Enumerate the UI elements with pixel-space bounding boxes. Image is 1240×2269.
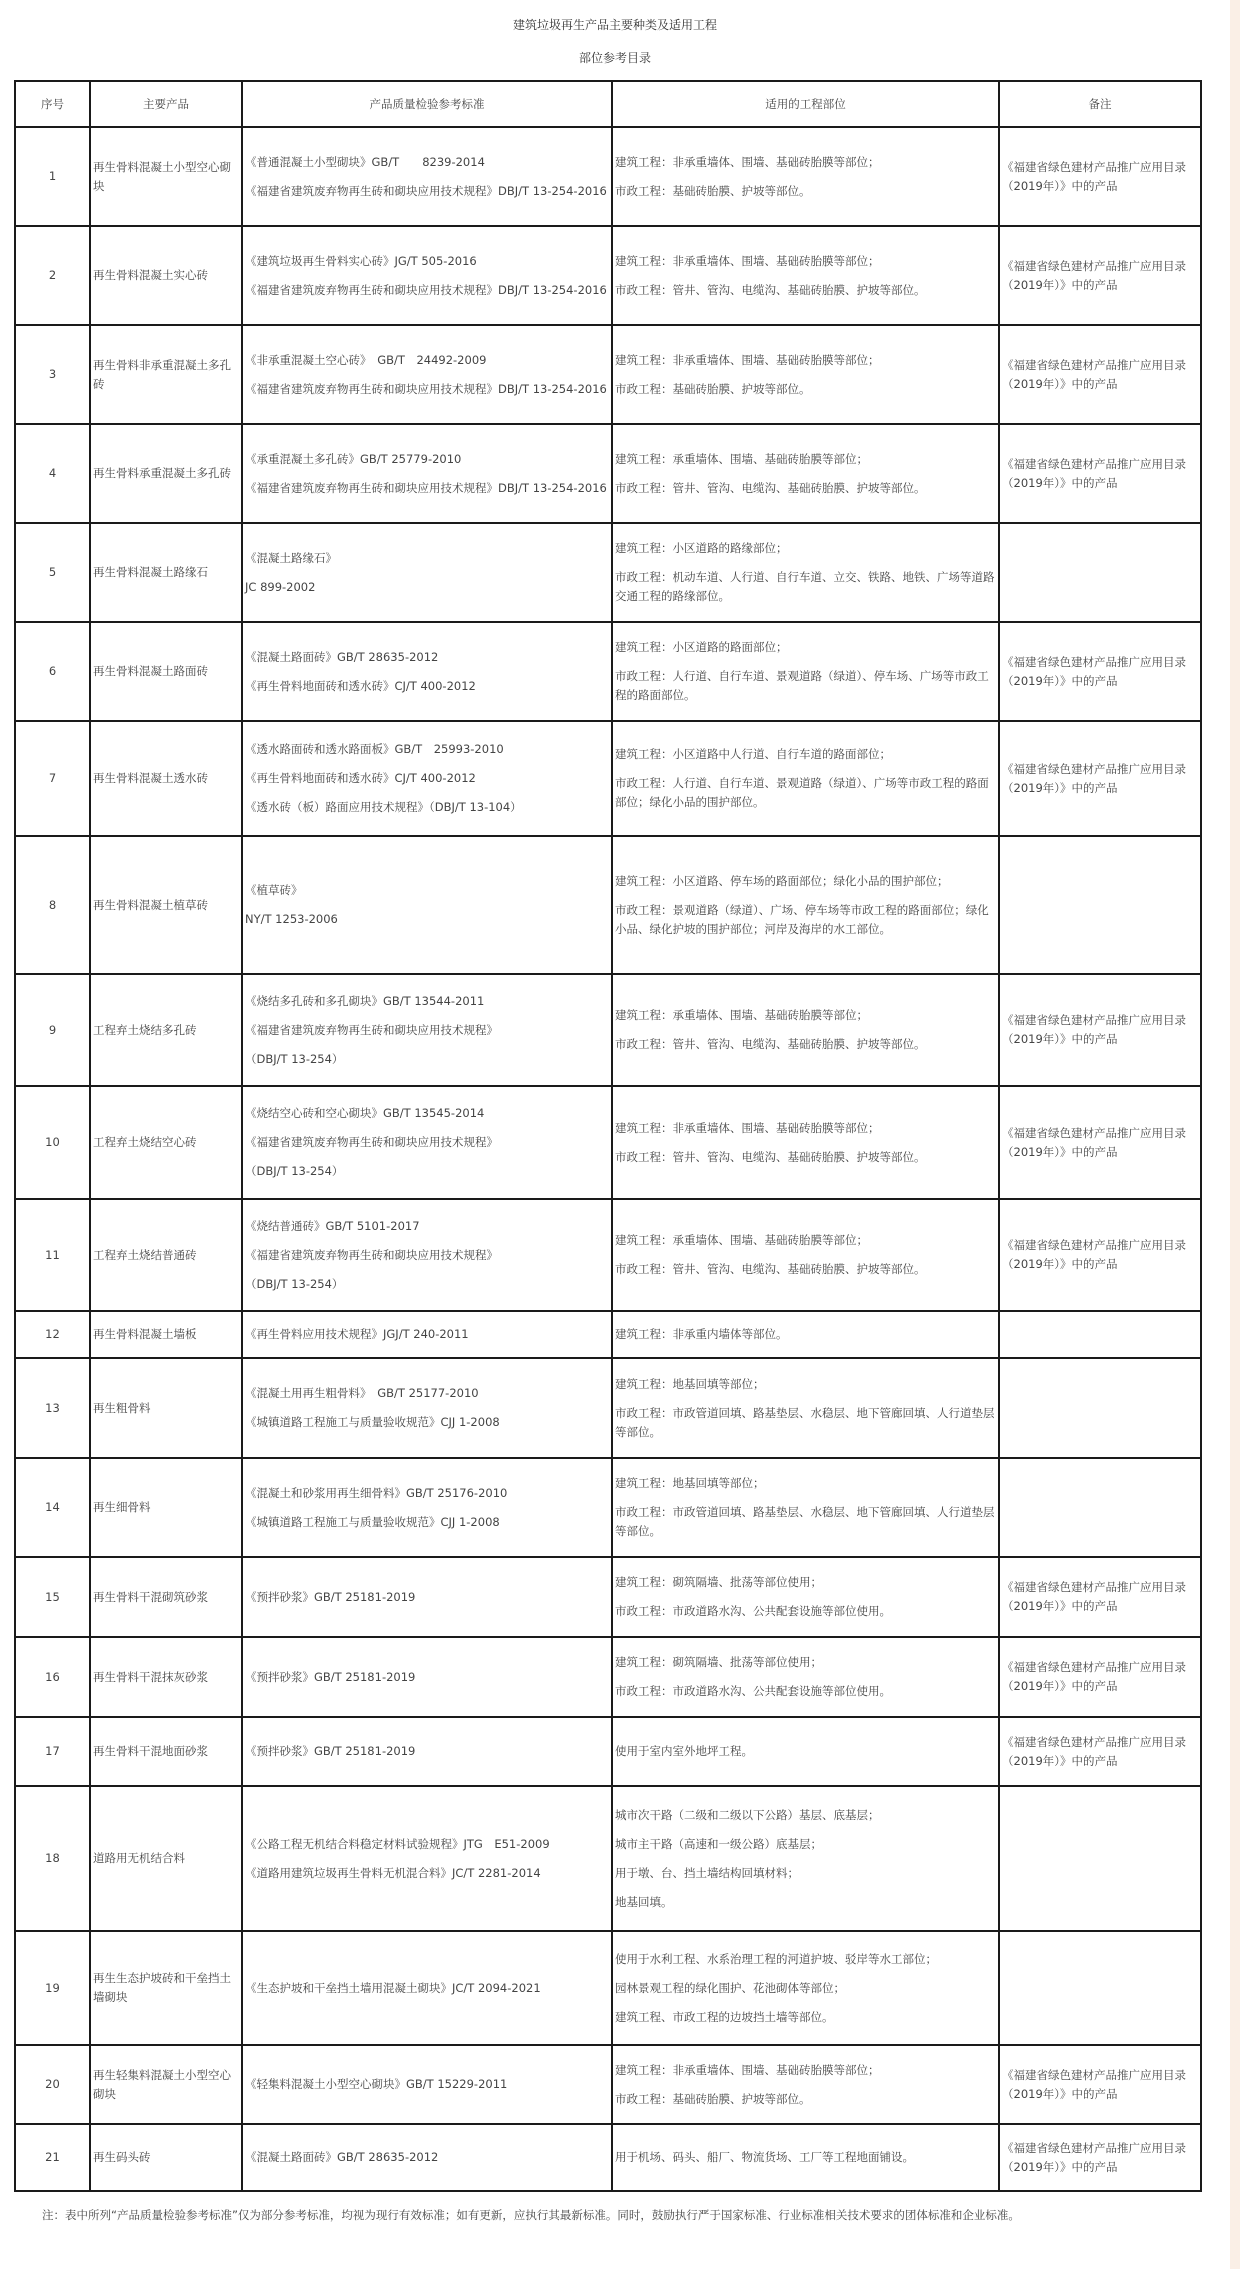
cell-standards bbox=[242, 523, 612, 622]
header-product: 主要产品 bbox=[90, 81, 242, 127]
cell-note: 《福建省绿色建材产品推广应用目录（2019年）》中的产品 bbox=[999, 424, 1201, 523]
standard-line: 《福建省建筑废弃物再生砖和砌块应用技术规程》DBJ/T 13-254-2016 bbox=[245, 381, 607, 396]
standard-line: JC 899-2002 bbox=[245, 579, 316, 594]
application-line: 市政工程：基础砖胎膜、护坡等部位。 bbox=[615, 183, 811, 198]
cell-product: 再生骨料干混地面砂浆 bbox=[90, 1717, 242, 1786]
application-line: 建筑工程：非承重墙体、围墙、基础砖胎膜等部位； bbox=[615, 352, 880, 367]
cell-note: 《福建省绿色建材产品推广应用目录（2019年）》中的产品 bbox=[999, 1717, 1201, 1786]
cell-application-parts bbox=[612, 1199, 999, 1311]
table-row bbox=[15, 1086, 1201, 1199]
cell-standards bbox=[242, 1786, 612, 1931]
cell-note: 《福建省绿色建材产品推广应用目录（2019年）》中的产品 bbox=[999, 1199, 1201, 1311]
application-line: 市政工程：机动车道、人行道、自行车道、立交、铁路、地铁、广场等道路交通工程的路缘部位。 bbox=[615, 570, 995, 603]
table-row bbox=[15, 325, 1201, 424]
standard-line: 《福建省建筑废弃物再生砖和砌块应用技术规程》DBJ/T 13-254-2016 bbox=[245, 480, 607, 495]
cell-product: 再生骨料混凝土小型空心砌块 bbox=[90, 127, 242, 226]
cell-application-parts bbox=[612, 2045, 999, 2124]
cell-no: 2 bbox=[15, 226, 90, 325]
standard-line: 《公路工程无机结合料稳定材料试验规程》JTG E51-2009 bbox=[245, 1836, 550, 1851]
table-row bbox=[15, 2045, 1201, 2124]
table-row bbox=[15, 721, 1201, 836]
cell-note bbox=[999, 1786, 1201, 1931]
table-row bbox=[15, 1717, 1201, 1786]
application-line: 市政工程：人行道、自行车道、景观道路（绿道）、广场等市政工程的路面部位；绿化小品的围护部位。 bbox=[615, 776, 989, 809]
standard-line: 《再生骨料地面砖和透水砖》CJ/T 400-2012 bbox=[245, 771, 476, 785]
cell-application-parts bbox=[612, 974, 999, 1086]
cell-application-parts bbox=[612, 1931, 999, 2045]
cell-application-parts bbox=[612, 622, 999, 721]
standard-line: 《福建省建筑废弃物再生砖和砌块应用技术规程》 bbox=[245, 1022, 498, 1037]
cell-note: 《福建省绿色建材产品推广应用目录（2019年）》中的产品 bbox=[999, 974, 1201, 1086]
product-catalog-table bbox=[14, 80, 1202, 2192]
application-line: 建筑工程：非承重墙体、围墙、基础砖胎膜等部位； bbox=[615, 154, 880, 169]
cell-product: 再生骨料非承重混凝土多孔砖 bbox=[90, 325, 242, 424]
cell-application-parts bbox=[612, 523, 999, 622]
table-row bbox=[15, 523, 1201, 622]
table-row bbox=[15, 836, 1201, 974]
application-line: 城市主干路（高速和一级公路）底基层； bbox=[615, 1836, 822, 1851]
standard-line: 《混凝土路缘石》 bbox=[245, 550, 337, 565]
header-application: 适用的工程部位 bbox=[612, 81, 999, 127]
page-side-strip bbox=[1230, 0, 1240, 2269]
cell-note: 《福建省绿色建材产品推广应用目录（2019年）》中的产品 bbox=[999, 622, 1201, 721]
cell-standards bbox=[242, 424, 612, 523]
standard-line: 《非承重混凝土空心砖》 GB/T 24492-2009 bbox=[245, 352, 487, 367]
cell-note bbox=[999, 836, 1201, 974]
standard-line: 《植草砖》 bbox=[245, 883, 303, 897]
header-standard: 产品质量检验参考标准 bbox=[242, 81, 612, 127]
table-row bbox=[15, 1786, 1201, 1931]
table-header-row bbox=[15, 81, 1201, 127]
application-line: 使用于水利工程、水系治理工程的河道护坡、驳岸等水工部位； bbox=[615, 1951, 937, 1966]
cell-application-parts bbox=[612, 1717, 999, 1786]
cell-product: 再生轻集料混凝土小型空心砌块 bbox=[90, 2045, 242, 2124]
cell-note: 《福建省绿色建材产品推广应用目录（2019年）》中的产品 bbox=[999, 325, 1201, 424]
application-line: 用于墩、台、挡土墙结构回填材料； bbox=[615, 1865, 799, 1880]
cell-no: 13 bbox=[15, 1358, 90, 1458]
cell-application-parts bbox=[612, 2124, 999, 2191]
standard-line: 《轻集料混凝土小型空心砌块》GB/T 15229-2011 bbox=[245, 2077, 508, 2091]
cell-no: 9 bbox=[15, 974, 90, 1086]
table-row bbox=[15, 1199, 1201, 1311]
application-line: 市政工程：基础砖胎膜、护坡等部位。 bbox=[615, 2091, 811, 2106]
cell-application-parts bbox=[612, 1358, 999, 1458]
cell-product: 再生骨料干混砌筑砂浆 bbox=[90, 1557, 242, 1637]
standard-line: 《透水砖（板）路面应用技术规程》（DBJ/T 13-104） bbox=[245, 800, 522, 814]
cell-application-parts bbox=[612, 1786, 999, 1931]
application-line: 市政工程：市政管道回填、路基垫层、水稳层、地下管廊回填、人行道垫层等部位。 bbox=[615, 1505, 995, 1538]
cell-product: 再生骨料混凝土透水砖 bbox=[90, 721, 242, 836]
application-line: 市政工程：管井、管沟、电缆沟、基础砖胎膜、护坡等部位。 bbox=[615, 1149, 926, 1164]
cell-standards bbox=[242, 127, 612, 226]
document-subtitle: 部位参考目录 bbox=[578, 51, 651, 65]
application-line: 建筑工程：砌筑隔墙、批荡等部位使用； bbox=[615, 1655, 822, 1669]
application-line: 建筑工程：非承重墙体、围墙、基础砖胎膜等部位； bbox=[615, 253, 880, 268]
cell-product: 再生骨料混凝土路面砖 bbox=[90, 622, 242, 721]
table-row bbox=[15, 1458, 1201, 1557]
table-row bbox=[15, 1931, 1201, 2045]
standard-line: 《烧结多孔砖和多孔砌块》GB/T 13544-2011 bbox=[245, 993, 485, 1008]
standard-line: 《福建省建筑废弃物再生砖和砌块应用技术规程》 bbox=[245, 1135, 498, 1149]
application-line: 建筑工程：非承重内墙体等部位。 bbox=[615, 1327, 788, 1341]
application-line: 建筑工程：承重墙体、围墙、基础砖胎膜等部位； bbox=[615, 451, 868, 466]
cell-product: 再生粗骨料 bbox=[90, 1358, 242, 1458]
application-line: 市政工程：市政道路水沟、公共配套设施等部位使用。 bbox=[615, 1604, 891, 1618]
cell-standards bbox=[242, 1086, 612, 1199]
standard-line: 《预拌砂浆》GB/T 25181-2019 bbox=[245, 1669, 416, 1684]
standard-line: 《透水路面砖和透水路面板》GB/T 25993-2010 bbox=[245, 742, 504, 756]
standard-line: 《预拌砂浆》GB/T 25181-2019 bbox=[245, 1589, 416, 1604]
application-line: 建筑工程：小区道路中人行道、自行车道的路面部位； bbox=[615, 747, 891, 761]
header-no: 序号 bbox=[15, 81, 90, 127]
cell-no: 14 bbox=[15, 1458, 90, 1557]
cell-standards bbox=[242, 1931, 612, 2045]
cell-no: 6 bbox=[15, 622, 90, 721]
cell-application-parts bbox=[612, 1458, 999, 1557]
document-title: 建筑垃圾再生产品主要种类及适用工程 bbox=[512, 18, 717, 32]
application-line: 建筑工程：承重墙体、围墙、基础砖胎膜等部位； bbox=[615, 1233, 868, 1247]
footnote: 注：表中所列“产品质量检验参考标准”仅为部分参考标准，均视为现行有效标准；如有更新，应执行其最新标准。同时，鼓励执行严于国家标准、行业标准相关技术要求的团体标准和企业标准。 bbox=[42, 2208, 1020, 2222]
standard-line: 《混凝土和砂浆用再生细骨料》GB/T 25176-2010 bbox=[245, 1485, 508, 1500]
cell-standards bbox=[242, 1458, 612, 1557]
standard-line: 《混凝土用再生粗骨料》 GB/T 25177-2010 bbox=[245, 1386, 479, 1400]
application-line: 建筑工程：非承重墙体、围墙、基础砖胎膜等部位； bbox=[615, 2062, 880, 2077]
cell-product: 工程弃土烧结普通砖 bbox=[90, 1199, 242, 1311]
cell-note: 《福建省绿色建材产品推广应用目录（2019年）》中的产品 bbox=[999, 1637, 1201, 1717]
cell-product: 再生骨料干混抹灰砂浆 bbox=[90, 1637, 242, 1717]
cell-note bbox=[999, 1931, 1201, 2045]
application-line: 建筑工程：地基回填等部位； bbox=[615, 1476, 765, 1490]
table-row bbox=[15, 974, 1201, 1086]
cell-product: 再生码头砖 bbox=[90, 2124, 242, 2191]
cell-application-parts bbox=[612, 1637, 999, 1717]
cell-no: 18 bbox=[15, 1786, 90, 1931]
application-line: 建筑工程：地基回填等部位； bbox=[615, 1376, 765, 1391]
cell-no: 8 bbox=[15, 836, 90, 974]
cell-standards bbox=[242, 1358, 612, 1458]
cell-standards bbox=[242, 622, 612, 721]
cell-note: 《福建省绿色建材产品推广应用目录（2019年）》中的产品 bbox=[999, 2124, 1201, 2191]
cell-note: 《福建省绿色建材产品推广应用目录（2019年）》中的产品 bbox=[999, 226, 1201, 325]
cell-product: 再生骨料混凝土植草砖 bbox=[90, 836, 242, 974]
cell-note: 《福建省绿色建材产品推广应用目录（2019年）》中的产品 bbox=[999, 721, 1201, 836]
cell-application-parts bbox=[612, 325, 999, 424]
application-line: 建筑工程：小区道路、停车场的路面部位；绿化小品的围护部位； bbox=[615, 873, 949, 888]
standard-line: （DBJ/T 13-254） bbox=[245, 1164, 344, 1178]
cell-product: 工程弃土烧结空心砖 bbox=[90, 1086, 242, 1199]
application-line: 使用于室内室外地坪工程。 bbox=[615, 1744, 753, 1758]
standard-line: NY/T 1253-2006 bbox=[245, 912, 338, 926]
cell-no: 7 bbox=[15, 721, 90, 836]
application-line: 市政工程：管井、管沟、电缆沟、基础砖胎膜、护坡等部位。 bbox=[615, 480, 926, 495]
table-row bbox=[15, 424, 1201, 523]
cell-no: 10 bbox=[15, 1086, 90, 1199]
cell-no: 5 bbox=[15, 523, 90, 622]
standard-line: 《城镇道路工程施工与质量验收规范》CJJ 1-2008 bbox=[245, 1415, 500, 1429]
table-row bbox=[15, 1311, 1201, 1358]
cell-no: 3 bbox=[15, 325, 90, 424]
cell-application-parts bbox=[612, 424, 999, 523]
cell-note: 《福建省绿色建材产品推广应用目录（2019年）》中的产品 bbox=[999, 127, 1201, 226]
application-line: 市政工程：市政道路水沟、公共配套设施等部位使用。 bbox=[615, 1684, 891, 1698]
cell-application-parts bbox=[612, 127, 999, 226]
standard-line: 《福建省建筑废弃物再生砖和砌块应用技术规程》DBJ/T 13-254-2016 bbox=[245, 282, 607, 297]
standard-line: 《预拌砂浆》GB/T 25181-2019 bbox=[245, 1744, 416, 1758]
cell-no: 19 bbox=[15, 1931, 90, 2045]
application-line: 建筑工程：非承重墙体、围墙、基础砖胎膜等部位； bbox=[615, 1120, 880, 1135]
cell-no: 1 bbox=[15, 127, 90, 226]
header-note: 备注 bbox=[999, 81, 1201, 127]
standard-line: 《混凝土路面砖》GB/T 28635-2012 bbox=[245, 2150, 439, 2164]
table-row bbox=[15, 2124, 1201, 2191]
standard-line: 《承重混凝土多孔砖》GB/T 25779-2010 bbox=[245, 451, 462, 466]
cell-application-parts bbox=[612, 1311, 999, 1358]
cell-application-parts bbox=[612, 836, 999, 974]
cell-application-parts bbox=[612, 226, 999, 325]
cell-no: 15 bbox=[15, 1557, 90, 1637]
cell-note: 《福建省绿色建材产品推广应用目录（2019年）》中的产品 bbox=[999, 1086, 1201, 1199]
cell-product: 再生细骨料 bbox=[90, 1458, 242, 1557]
cell-product: 再生骨料混凝土实心砖 bbox=[90, 226, 242, 325]
standard-line: 《烧结普通砖》GB/T 5101-2017 bbox=[245, 1218, 420, 1233]
cell-application-parts bbox=[612, 1086, 999, 1199]
standard-line: 《混凝土路面砖》GB/T 28635-2012 bbox=[245, 649, 439, 664]
standard-line: 《城镇道路工程施工与质量验收规范》CJJ 1-2008 bbox=[245, 1514, 500, 1529]
application-line: 市政工程：管井、管沟、电缆沟、基础砖胎膜、护坡等部位。 bbox=[615, 282, 926, 297]
application-line: 建筑工程：承重墙体、围墙、基础砖胎膜等部位； bbox=[615, 1008, 868, 1022]
table-row bbox=[15, 127, 1201, 226]
application-line: 建筑工程：砌筑隔墙、批荡等部位使用； bbox=[615, 1575, 822, 1589]
standard-line: 《生态护坡和干垒挡土墙用混凝土砌块》JC/T 2094-2021 bbox=[245, 1980, 541, 1995]
cell-application-parts bbox=[612, 721, 999, 836]
cell-no: 21 bbox=[15, 2124, 90, 2191]
cell-standards bbox=[242, 2045, 612, 2124]
application-line: 建筑工程：小区道路的路面部位； bbox=[615, 640, 788, 654]
table-row bbox=[15, 226, 1201, 325]
standard-line: 《普通混凝土小型砌块》GB/T 8239-2014 bbox=[245, 154, 485, 169]
cell-note bbox=[999, 1311, 1201, 1358]
cell-no: 16 bbox=[15, 1637, 90, 1717]
cell-standards bbox=[242, 721, 612, 836]
application-line: 市政工程：市政管道回填、路基垫层、水稳层、地下管廊回填、人行道垫层等部位。 bbox=[615, 1405, 995, 1439]
standard-line: 《道路用建筑垃圾再生骨料无机混合料》JC/T 2281-2014 bbox=[245, 1865, 541, 1880]
application-line: 建筑工程：小区道路的路缘部位； bbox=[615, 541, 788, 555]
cell-standards bbox=[242, 1311, 612, 1358]
table-body bbox=[15, 127, 1201, 2191]
standard-line: 《烧结空心砖和空心砌块》GB/T 13545-2014 bbox=[245, 1106, 485, 1120]
cell-no: 20 bbox=[15, 2045, 90, 2124]
cell-no: 17 bbox=[15, 1717, 90, 1786]
cell-no: 12 bbox=[15, 1311, 90, 1358]
application-line: 建筑工程、市政工程的边坡挡土墙等部位。 bbox=[615, 2009, 834, 2024]
table-row bbox=[15, 622, 1201, 721]
application-line: 园林景观工程的绿化围护、花池砌体等部位； bbox=[615, 1980, 845, 1995]
cell-product: 道路用无机结合料 bbox=[90, 1786, 242, 1931]
cell-standards bbox=[242, 1717, 612, 1786]
standard-line: 《再生骨料地面砖和透水砖》CJ/T 400-2012 bbox=[245, 678, 476, 693]
cell-product: 再生骨料混凝土墙板 bbox=[90, 1311, 242, 1358]
application-line: 市政工程：基础砖胎膜、护坡等部位。 bbox=[615, 381, 811, 396]
cell-standards bbox=[242, 836, 612, 974]
cell-standards bbox=[242, 2124, 612, 2191]
table-row bbox=[15, 1637, 1201, 1717]
application-line: 市政工程：景观道路（绿道）、广场、停车场等市政工程的路面部位；绿化小品、绿化护坡的围护部位；河岸及海岸的水工部位。 bbox=[615, 902, 989, 936]
application-line: 市政工程：人行道、自行车道、景观道路（绿道）、停车场、广场等市政工程的路面部位。 bbox=[615, 669, 989, 702]
standard-line: 《建筑垃圾再生骨料实心砖》JG/T 505-2016 bbox=[245, 253, 477, 268]
cell-standards bbox=[242, 325, 612, 424]
cell-standards bbox=[242, 226, 612, 325]
cell-note: 《福建省绿色建材产品推广应用目录（2019年）》中的产品 bbox=[999, 2045, 1201, 2124]
cell-note bbox=[999, 1458, 1201, 1557]
application-line: 城市次干路（二级和二级以下公路）基层、底基层； bbox=[615, 1807, 880, 1822]
application-line: 地基回填。 bbox=[615, 1894, 673, 1909]
cell-note: 《福建省绿色建材产品推广应用目录（2019年）》中的产品 bbox=[999, 1557, 1201, 1637]
cell-standards bbox=[242, 1557, 612, 1637]
standard-line: （DBJ/T 13-254） bbox=[245, 1276, 344, 1291]
cell-standards bbox=[242, 974, 612, 1086]
cell-application-parts bbox=[612, 1557, 999, 1637]
application-line: 市政工程：管井、管沟、电缆沟、基础砖胎膜、护坡等部位。 bbox=[615, 1262, 926, 1276]
application-line: 用于机场、码头、船厂、物流货场、工厂等工程地面铺设。 bbox=[615, 2150, 914, 2164]
standard-line: 《福建省建筑废弃物再生砖和砌块应用技术规程》DBJ/T 13-254-2016 bbox=[245, 183, 607, 198]
table-row bbox=[15, 1358, 1201, 1458]
table-row bbox=[15, 1557, 1201, 1637]
standard-line: 《再生骨料应用技术规程》JGJ/T 240-2011 bbox=[245, 1327, 469, 1341]
cell-note bbox=[999, 523, 1201, 622]
cell-product: 再生骨料混凝土路缘石 bbox=[90, 523, 242, 622]
cell-no: 4 bbox=[15, 424, 90, 523]
cell-standards bbox=[242, 1637, 612, 1717]
cell-note bbox=[999, 1358, 1201, 1458]
standard-line: 《福建省建筑废弃物再生砖和砌块应用技术规程》 bbox=[245, 1247, 498, 1262]
cell-no: 11 bbox=[15, 1199, 90, 1311]
cell-standards bbox=[242, 1199, 612, 1311]
cell-product: 再生生态护坡砖和干垒挡土墙砌块 bbox=[90, 1931, 242, 2045]
application-line: 市政工程：管井、管沟、电缆沟、基础砖胎膜、护坡等部位。 bbox=[615, 1037, 926, 1051]
standard-line: （DBJ/T 13-254） bbox=[245, 1051, 344, 1066]
cell-product: 再生骨料承重混凝土多孔砖 bbox=[90, 424, 242, 523]
cell-product: 工程弃土烧结多孔砖 bbox=[90, 974, 242, 1086]
